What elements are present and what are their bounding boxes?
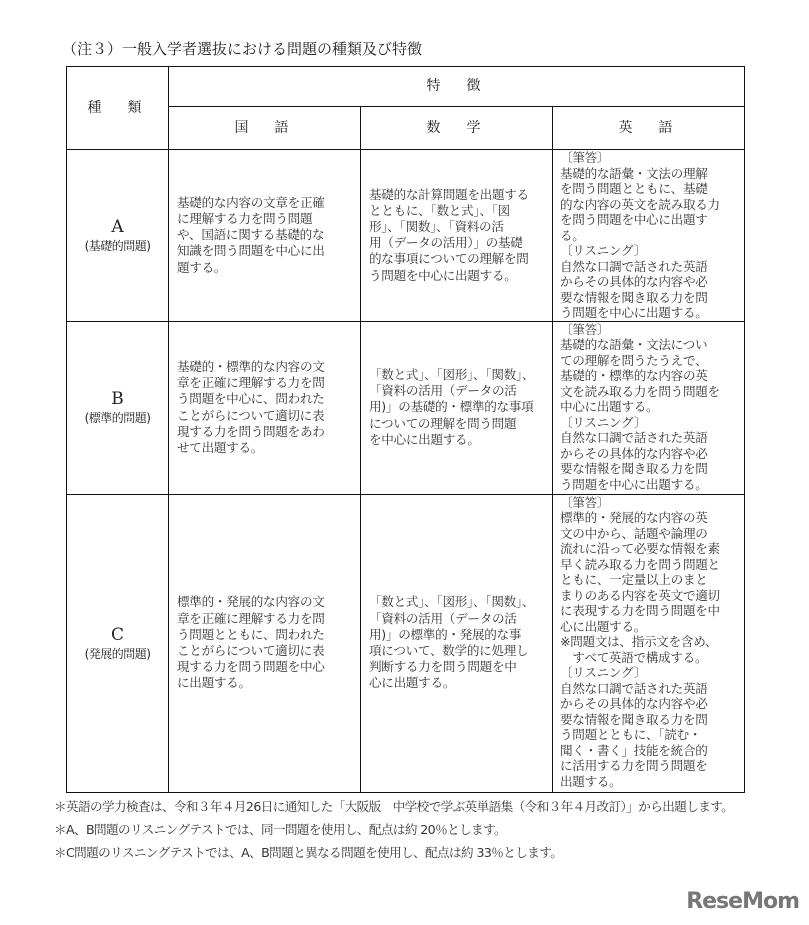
cell-line: 要な情報を聞き取る力を問 <box>560 711 708 727</box>
cell-line: う問題とともに、問われた <box>177 626 325 642</box>
cell-line: 判断する力を問う問題を中 <box>369 659 517 675</box>
cell-line: う問題を中心に出題する。 <box>560 305 708 320</box>
kind-label: (標準的問題) <box>84 411 151 426</box>
cell-line: 用)」の標準的・発展的な事 <box>369 626 522 642</box>
header-features: 特 徴 <box>169 67 745 107</box>
cell-line: 知識を問う問題を中心に出 <box>177 243 325 259</box>
cell-line: 項について、数学的に処理し <box>369 643 529 658</box>
cell-line: ことがらについて適切に表 <box>177 407 325 423</box>
cell-line: せて出題する。 <box>177 439 264 455</box>
footnote: ＊A、B問題のリスニングテストでは、同一問題を使用し、配点は約 20％とします。 <box>54 821 507 837</box>
footnote: ＊英語の学力検査は、令和３年４月26日に通知した「大阪版 中学校で学ぶ英単語集（令和３年４月改訂）」から出題します。 <box>54 798 734 814</box>
kind-label: (基礎的問題) <box>84 239 151 254</box>
cell-line: 基礎的な語彙・文法の理解 <box>560 165 708 181</box>
cell-line: 形」、「関数」、「資料の活 <box>369 219 504 235</box>
cell-line: 自然な口調で話された英語 <box>560 258 708 274</box>
cell-line: まりのある内容を英文で適切 <box>560 587 720 603</box>
cell-line: に活用する力を問う問題を <box>560 758 708 773</box>
cell-line: 中心に出題する。 <box>560 399 659 414</box>
cell-line: に表現する力を問う問題を中 <box>560 603 720 618</box>
cell-line: 的な事項についての理解を問 <box>369 251 529 267</box>
cell-line: を問う問題とともに、基礎 <box>560 181 708 196</box>
japanese-cell <box>169 321 361 494</box>
cell-line: 心に出題する。 <box>369 675 456 691</box>
cell-line: に出題する。 <box>177 675 251 691</box>
kind-label: (発展的問題) <box>84 646 151 661</box>
cell-line: 〔筆答〕 <box>560 494 610 510</box>
cell-line: 現する力を問う問題をあわ <box>177 423 325 439</box>
cell-line: 用（データの活用）」の基礎 <box>369 235 523 251</box>
cell-line: 的な内容の英文を読み取る力 <box>560 196 720 212</box>
cell-line: 「資料の活用（データの活 <box>369 610 517 626</box>
cell-line: 基礎的な語彙・文法につい <box>560 337 708 352</box>
footnotes <box>54 795 804 864</box>
cell-line: 標準的・発展的な内容の英 <box>560 510 708 525</box>
cell-line: についての理解を問う問題 <box>369 415 517 431</box>
footnote: ＊C問題のリスニングテストでは、A、B問題と異なる問題を使用し、配点は約 33％とします。 <box>54 844 563 860</box>
cell-line: う問題を中心に、問われた <box>177 391 325 407</box>
cell-line: 題する。 <box>177 259 227 275</box>
cell-line: 基礎的な計算問題を出題する <box>369 186 529 202</box>
cell-line: 文を読み取る力を問う問題を <box>560 383 720 399</box>
cell-line: 「数と式」、「図形」、「関数」、 <box>369 594 535 610</box>
cell-line: 基礎的な内容の文章を正確 <box>177 194 325 210</box>
table-row <box>67 494 745 792</box>
cell-line: ※問題文は、指示文を含め、 <box>560 634 718 649</box>
kind-letter: A <box>111 217 124 238</box>
cell-line: からその具体的な内容や必 <box>560 696 708 711</box>
header-math: 数 学 <box>361 107 553 150</box>
cell-line: 章を正確に理解する力を問 <box>177 375 325 391</box>
english-cell <box>553 321 745 494</box>
english-cell <box>553 150 745 322</box>
japanese-cell <box>169 494 361 792</box>
cell-line: 文の中から、話題や論理の <box>560 525 708 541</box>
kind-letter: B <box>111 389 124 410</box>
cell-line: ともに、一定量以上のまと <box>560 572 708 587</box>
cell-line: 基礎的・標準的な内容の英 <box>560 368 708 383</box>
cell-line: ての理解を問うたうえで、 <box>560 352 708 368</box>
cell-line: 用)」の基礎的・標準的な事項 <box>369 399 534 415</box>
cell-line: ことがらについて適切に表 <box>177 643 325 658</box>
cell-line: 自然な口調で話された英語 <box>560 680 708 696</box>
cell-line: 章を正確に理解する力を問 <box>177 610 325 626</box>
cell-line: に理解する力を問う問題 <box>177 210 313 226</box>
cell-line: 基礎的・標準的な内容の文 <box>177 358 325 374</box>
cell-line: 出題する。 <box>560 773 622 789</box>
cell-line: う問題を中心に出題する。 <box>369 267 517 283</box>
cell-line: 要な情報を聞き取る力を問 <box>560 289 708 305</box>
cell-line: 〔リスニング〕 <box>560 414 647 430</box>
cell-line: からその具体的な内容や必 <box>560 274 708 289</box>
header-english: 英 語 <box>553 107 745 150</box>
cell-line: 自然な口調で話された英語 <box>560 430 708 445</box>
resemom-logo: ReseMom <box>686 889 799 914</box>
cell-line: 現する力を問う問題を中心 <box>177 659 325 675</box>
cell-line: 流れに沿って必要な情報を素 <box>560 541 720 556</box>
math-cell <box>361 321 553 494</box>
cell-line: う問題とともに、「読む・ <box>560 727 702 742</box>
cell-line: 〔筆答〕 <box>560 321 610 337</box>
math-cell <box>361 150 553 322</box>
content-stack <box>54 66 804 864</box>
cell-line: る。 <box>560 227 585 243</box>
cell-line: 「数と式」、「図形」、「関数」、 <box>369 366 535 382</box>
document-title: （注３）一般入学者選抜における問題の種類及び特徴 <box>62 40 423 58</box>
cell-line: う問題を中心に出題する。 <box>560 476 708 492</box>
cell-line: を中心に出題する。 <box>369 431 480 447</box>
kind-cell <box>67 321 169 494</box>
cell-line: や、国語に関する基礎的な <box>177 227 325 243</box>
math-cell <box>361 494 553 792</box>
english-cell <box>553 494 745 792</box>
question-types-table <box>66 66 745 793</box>
cell-line: 〔筆答〕 <box>560 150 610 165</box>
japanese-cell <box>169 150 361 322</box>
kind-letter: C <box>110 624 124 645</box>
cell-line: を問う問題を中心に出題す <box>560 212 708 227</box>
header-japanese: 国 語 <box>169 107 361 150</box>
cell-line: からその具体的な内容や必 <box>560 445 708 461</box>
cell-line: 「資料の活用（データの活 <box>369 383 517 399</box>
cell-line: とともに、「数と式」、「図 <box>369 202 510 218</box>
cell-line: 聞く・書く」技能を統合的 <box>560 742 708 758</box>
table-row <box>67 150 745 322</box>
cell-line: 〔リスニング〕 <box>560 665 647 680</box>
cell-line: 〔リスニング〕 <box>560 243 647 258</box>
cell-line: 要な情報を聞き取る力を問 <box>560 461 708 476</box>
cell-line: 標準的・発展的な内容の文 <box>177 594 325 610</box>
header-kind: 種 類 <box>67 67 169 150</box>
cell-line: 早く読み取る力を問う問題と <box>560 556 720 572</box>
cell-line: すべて英語で構成する。 <box>560 649 708 665</box>
cell-line: 心に出題する。 <box>560 618 647 634</box>
table-row <box>67 321 745 494</box>
kind-cell <box>67 494 169 792</box>
kind-cell <box>67 150 169 322</box>
